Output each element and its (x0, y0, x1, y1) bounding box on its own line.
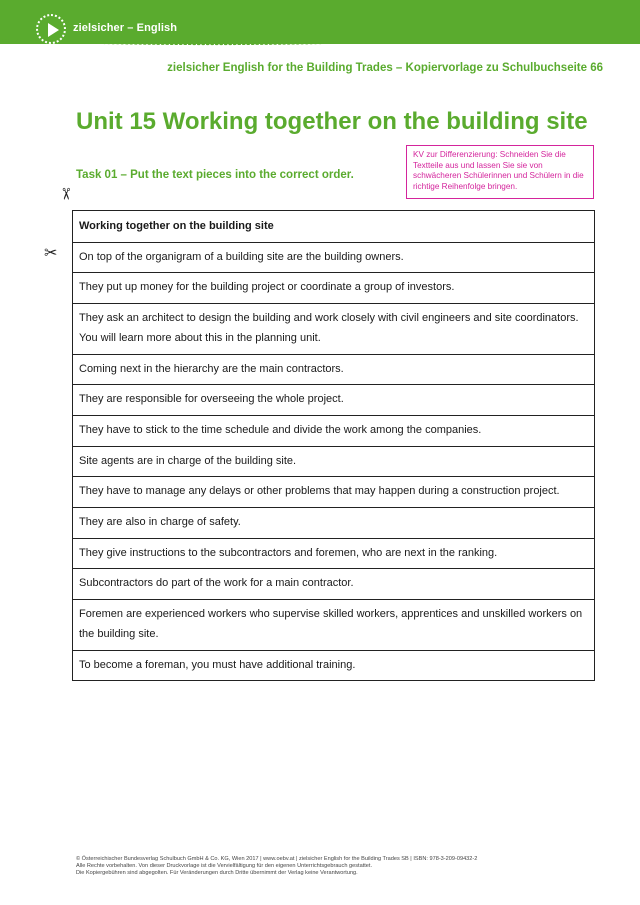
task-instruction: Task 01 – Put the text pieces into the correct order. (76, 169, 354, 181)
text-strip: They are also in charge of safety. (73, 507, 594, 538)
header-dotted-edge (0, 38, 640, 48)
text-strip: To become a foreman, you must have additional training. (73, 650, 594, 681)
teacher-note-box: KV zur Differenzierung: Schneiden Sie die Textteile aus und lassen Sie sie von schwächeren Schülerinnen und Schülern in die richtige Reihenfolge bringen. (406, 145, 594, 199)
text-strip: They put up money for the building project or coordinate a group of investors. (73, 272, 594, 303)
text-strip: Coming next in the hierarchy are the main contractors. (73, 354, 594, 385)
page-subtitle: zielsicher English for the Building Trades – Kopiervorlage zu Schulbuchseite 66 (167, 62, 603, 74)
copyright-footer (76, 856, 576, 878)
play-circle-icon (36, 14, 66, 44)
footer-line: © Österreichischer Bundesverlag Schulbuch GmbH & Co. KG, Wien 2017 | www.oebv.at | zielsicher English for the Building Trades SB | ISBN: 978-3-209-09432-2 (76, 856, 478, 862)
text-strip: They are responsible for overseeing the whole project. (73, 384, 594, 415)
footer-line: Die Kopiergebühren sind abgegolten. Für Veränderungen durch Dritte übernimmt der Verlag keine Verantwortung. (76, 870, 358, 877)
text-strip: Foremen are experienced workers who supervise skilled workers, apprentices and unskilled workers on the building site. (73, 599, 594, 650)
page-title: Unit 15 Working together on the building site (76, 108, 588, 135)
text-strips-table (72, 210, 595, 681)
text-strip: On top of the organigram of a building site are the building owners. (73, 242, 594, 273)
text-strip: They give instructions to the subcontractors and foremen, who are next in the ranking. (73, 538, 594, 569)
scissors-icon: ✂ (56, 187, 74, 201)
text-strip: Site agents are in charge of the building site. (73, 446, 594, 477)
text-strip: They have to stick to the time schedule and divide the work among the companies. (73, 415, 594, 446)
strip-heading: Working together on the building site (79, 219, 274, 232)
text-strip: Subcontractors do part of the work for a main contractor. (73, 568, 594, 599)
brand-name: zielsicher – English (73, 22, 178, 34)
text-strip: They ask an architect to design the building and work closely with civil engineers and site coordinators. You will learn more about this in the planning unit. (73, 303, 594, 354)
play-icon (48, 23, 59, 37)
footer-line: Alle Rechte vorbehalten. Von dieser Druckvorlage ist die Vervielfältigung für den eigenen Unterrichtsgebrauch gestattet. (76, 863, 373, 870)
scissors-icon: ✂ (44, 245, 58, 262)
text-strip: They have to manage any delays or other problems that may happen during a construction project. (73, 476, 594, 507)
